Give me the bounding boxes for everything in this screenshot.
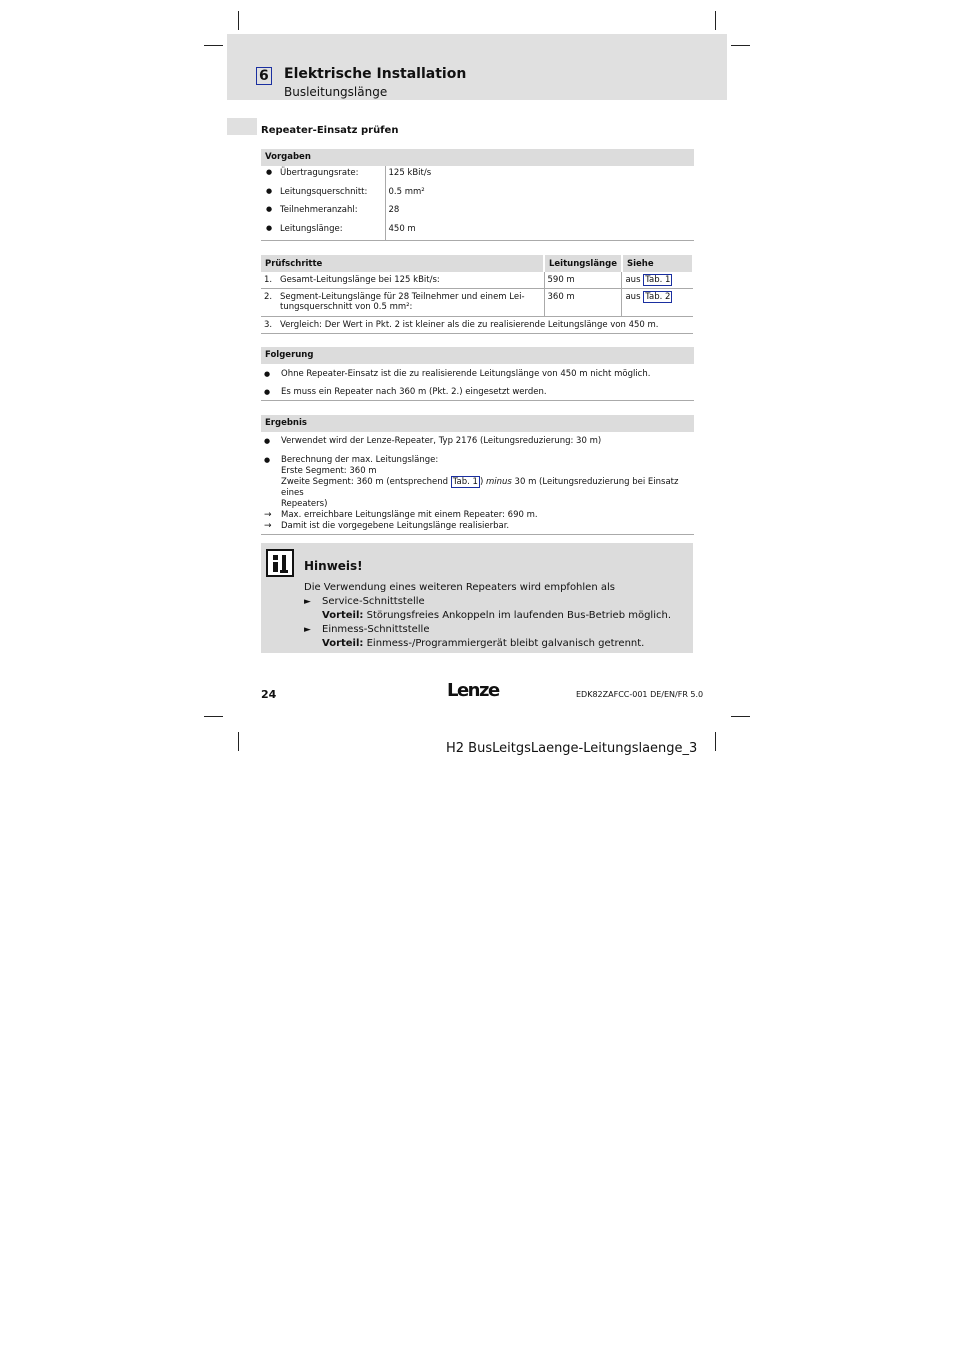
note-text bbox=[304, 581, 671, 651]
row-value: 450 m bbox=[388, 223, 416, 234]
bullet-icon: ● bbox=[264, 437, 271, 445]
info-icon bbox=[266, 549, 294, 577]
crop-mark bbox=[238, 732, 239, 751]
vorgaben-heading: Vorgaben bbox=[261, 149, 694, 166]
calc-line: Zweite Segment: 360 m (entsprechend bbox=[281, 477, 451, 487]
bullet-icon: ● bbox=[266, 168, 273, 176]
row-value: 125 kBit/s bbox=[388, 168, 432, 178]
advantage-text: Einmess-/Programmiergerät bleibt galvanisch getrennt. bbox=[363, 638, 645, 649]
step-text: tungsquerschnitt von 0.5 mm²: bbox=[280, 302, 413, 312]
list-item bbox=[261, 436, 694, 447]
bullet-icon: ● bbox=[264, 456, 271, 464]
vorgaben-table bbox=[261, 166, 694, 241]
table-row bbox=[261, 289, 693, 317]
note-item bbox=[304, 595, 671, 623]
page-number: 24 bbox=[261, 688, 277, 701]
list-item bbox=[261, 387, 694, 398]
calc-line: ) bbox=[479, 477, 486, 487]
step-text: Gesamt-Leitungslänge bei 125 kBit/s: bbox=[280, 275, 440, 285]
calc-line: Berechnung der max. Leitungslänge: bbox=[281, 455, 439, 465]
crop-mark bbox=[715, 11, 716, 30]
chapter-subtitle: Busleitungslänge bbox=[284, 85, 388, 99]
bullet-icon: ● bbox=[266, 223, 273, 232]
row-label: Leitungslänge: bbox=[280, 223, 343, 234]
table-row bbox=[261, 272, 693, 289]
column-header: Leitungslänge bbox=[544, 255, 622, 272]
step-text: Segment-Leitungslänge für 28 Teilnehmer und einem Lei- bbox=[280, 292, 525, 302]
note-title: Hinweis! bbox=[304, 559, 363, 573]
crop-mark bbox=[731, 45, 750, 46]
ref-prefix: aus bbox=[625, 275, 641, 285]
calc-line: Repeaters) bbox=[281, 499, 328, 509]
bullet-icon: ● bbox=[264, 388, 271, 396]
pruefschritte-table bbox=[261, 255, 694, 334]
bullet-icon: ● bbox=[266, 186, 273, 195]
step-number: 3. bbox=[264, 320, 273, 330]
list-item bbox=[261, 521, 694, 532]
crop-mark bbox=[204, 716, 223, 717]
note-item-label: Service-Schnittstelle bbox=[322, 596, 425, 607]
pruefschritte-block bbox=[261, 255, 694, 334]
arrow-right-icon: → bbox=[264, 521, 272, 531]
margin-tab bbox=[227, 118, 257, 135]
step-number: 1. bbox=[264, 275, 273, 285]
row-value: 28 bbox=[388, 205, 400, 215]
crop-mark bbox=[204, 45, 223, 46]
step-length: 590 m bbox=[544, 272, 622, 289]
ergebnis-block bbox=[261, 415, 694, 535]
chapter-header bbox=[227, 34, 727, 100]
table-row bbox=[261, 222, 694, 241]
triangle-right-icon: ► bbox=[304, 597, 311, 607]
result-text: Max. erreichbare Leitungslänge mit einem Repeater: 690 m. bbox=[281, 510, 538, 520]
lenze-logo: Lenze bbox=[447, 680, 499, 701]
vorgaben-block bbox=[261, 149, 694, 241]
row-label: Übertragungsrate: bbox=[280, 168, 359, 178]
result-text: Damit ist die vorgegebene Leitungslänge realisierbar. bbox=[281, 521, 510, 531]
bullet-icon: ● bbox=[264, 370, 271, 378]
tab-2-link[interactable]: Tab. 2 bbox=[645, 292, 671, 302]
advantage-label: Vorteil: bbox=[322, 610, 364, 621]
tab-1-link[interactable]: Tab. 1 bbox=[452, 477, 478, 487]
calculation-text bbox=[281, 455, 694, 510]
calc-line: Erste Segment: 360 m bbox=[281, 466, 377, 476]
calc-line: 30 m (Leitungsreduzierung bei Einsatz eines bbox=[281, 477, 679, 498]
step-text: Vergleich: Der Wert in Pkt. 2 ist kleiner als die zu realisierende Leitungslänge von 450 m. bbox=[280, 320, 659, 330]
arrow-right-icon: → bbox=[264, 510, 272, 520]
advantage-label: Vorteil: bbox=[322, 638, 364, 649]
row-value: 0.5 mm² bbox=[388, 186, 425, 197]
list-item-text: Es muss ein Repeater nach 360 m (Pkt. 2.) eingesetzt werden. bbox=[281, 387, 547, 397]
list-item bbox=[261, 455, 694, 510]
list-item-text: Verwendet wird der Lenze-Repeater, Typ 2176 (Leitungsreduzierung: 30 m) bbox=[281, 436, 602, 446]
note-box bbox=[261, 543, 693, 653]
folgerung-block bbox=[261, 347, 694, 401]
bullet-icon: ● bbox=[266, 205, 273, 213]
column-header: Prüfschritte bbox=[261, 255, 544, 272]
list-item-text: Ohne Repeater-Einsatz ist die zu realisierende Leitungslänge von 450 m nicht möglich. bbox=[281, 369, 651, 379]
row-label: Leitungsquerschnitt: bbox=[280, 186, 368, 197]
column-header: Siehe bbox=[622, 255, 693, 272]
list-item bbox=[261, 510, 694, 521]
table-row bbox=[261, 166, 694, 185]
chapter-title: Elektrische Installation bbox=[284, 66, 467, 82]
crop-mark bbox=[731, 716, 750, 717]
table-row bbox=[261, 203, 694, 222]
crop-mark bbox=[715, 732, 716, 751]
note-intro: Die Verwendung eines weiteren Repeaters wird empfohlen als bbox=[304, 582, 615, 593]
chapter-number-link[interactable]: 6 bbox=[256, 67, 272, 85]
step-length: 360 m bbox=[544, 289, 622, 317]
document-id: EDK82ZAFCC-001 DE/EN/FR 5.0 bbox=[576, 690, 704, 699]
note-item-label: Einmess-Schnittstelle bbox=[322, 624, 430, 635]
folgerung-heading: Folgerung bbox=[261, 347, 694, 364]
ergebnis-heading: Ergebnis bbox=[261, 415, 694, 432]
row-label: Teilnehmeranzahl: bbox=[280, 205, 358, 215]
step-number: 2. bbox=[264, 292, 273, 302]
footer-label: H2 BusLeitgsLaenge-Leitungslaenge_3 bbox=[446, 741, 698, 756]
advantage-text: Störungsfreies Ankoppeln im laufenden Bus-Betrieb möglich. bbox=[363, 610, 671, 621]
note-item bbox=[304, 623, 671, 651]
list-item bbox=[261, 369, 694, 380]
tab-1-link[interactable]: Tab. 1 bbox=[645, 275, 671, 285]
calc-minus: minus bbox=[486, 477, 512, 487]
table-row bbox=[261, 185, 694, 204]
table-row bbox=[261, 317, 693, 334]
ref-prefix: aus bbox=[625, 292, 641, 302]
crop-mark bbox=[238, 11, 239, 30]
triangle-right-icon: ► bbox=[304, 625, 311, 635]
section-title: Repeater-Einsatz prüfen bbox=[261, 125, 399, 136]
